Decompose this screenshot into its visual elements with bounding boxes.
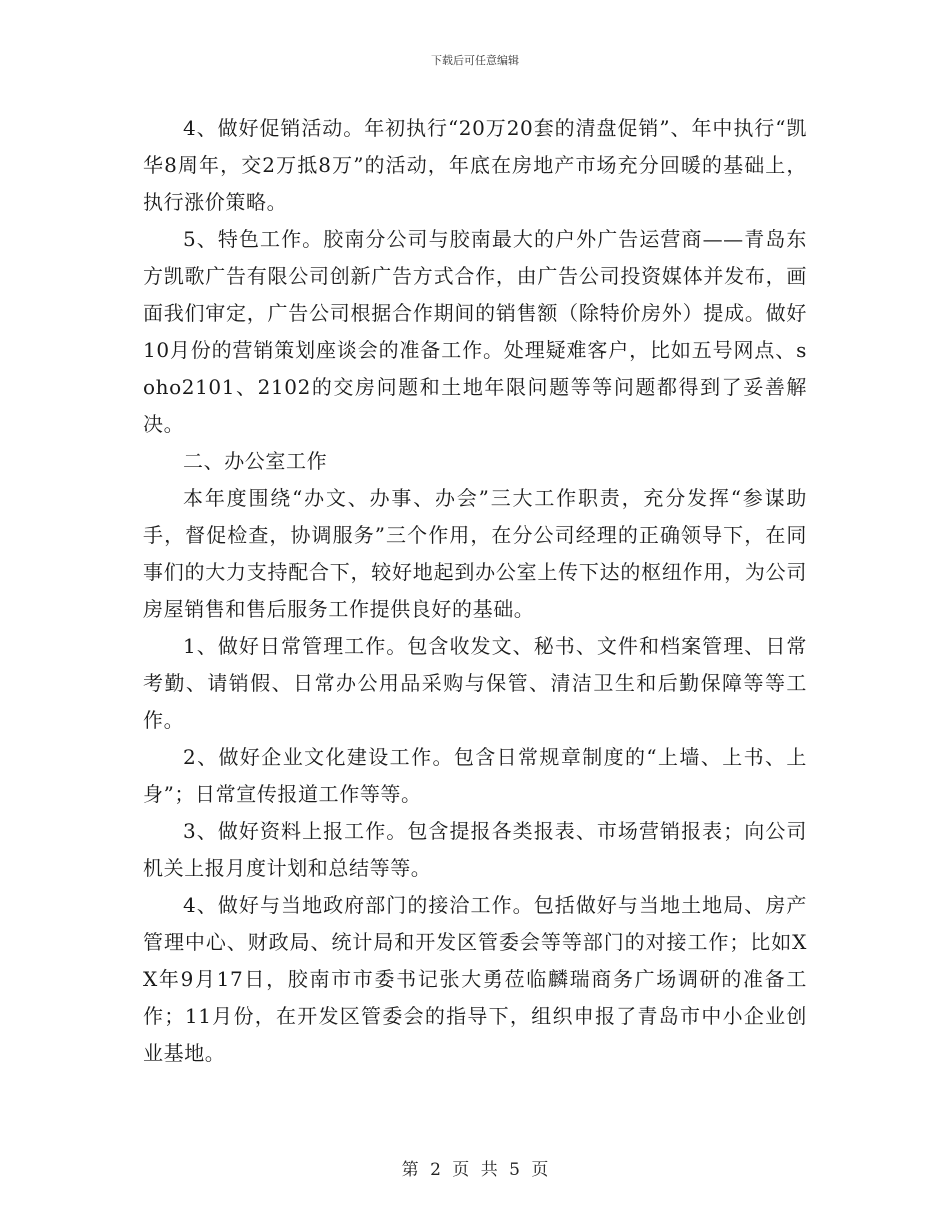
- paragraph-promotion: 4、做好促销活动。年初执行“20万20套的清盘促销”、年中执行“凯华8周年，交2万抵8万”的活动，年底在房地产市场充分回暖的基础上，执行涨价策略。: [143, 116, 807, 214]
- paragraph-government-liaison: 4、做好与当地政府部门的接洽工作。包括做好与当地土地局、房产管理中心、财政局、统计局和开发区管委会等等部门的对接工作；比如XX年9月17日，胶南市市委书记张大勇莅临麟瑞商务广场调研的准备工作；11月份，在开发区管委会的指导下，组织申报了青岛市中小企业创业基地。: [143, 893, 807, 1065]
- paragraph-corporate-culture: 2、做好企业文化建设工作。包含日常规章制度的“上墙、上书、上身”；日常宣传报道工作等等。: [143, 745, 807, 806]
- paragraph-data-reporting: 3、做好资料上报工作。包含提报各类报表、市场营销报表；向公司机关上报月度计划和总结等等。: [143, 819, 807, 880]
- section-heading-office-work: 二、办公室工作: [183, 449, 328, 473]
- header-note: 下载后可任意编辑: [431, 54, 519, 67]
- page-number: 第 2 页 共 5 页: [401, 1160, 549, 1180]
- document-body: [143, 110, 807, 1072]
- paragraph-special-work: 5、特色工作。胶南分公司与胶南最大的户外广告运营商——青岛东方凯歌广告有限公司创新广告方式合作，由广告公司投资媒体并发布，画面我们审定，广告公司根据合作期间的销售额（除特价房外）提成。做好10月份的营销策划座谈会的准备工作。处理疑难客户，比如五号网点、soho2101、2102的交房问题和土地年限问题等等问题都得到了妥善解决。: [143, 227, 807, 436]
- paragraph-daily-management: 1、做好日常管理工作。包含收发文、秘书、文件和档案管理、日常考勤、请销假、日常办公用品采购与保管、清洁卫生和后勤保障等等工作。: [143, 634, 807, 732]
- paragraph-office-overview: 本年度围绕“办文、办事、办会”三大工作职责，充分发挥“参谋助手，督促检查，协调服务”三个作用，在分公司经理的正确领导下，在同事们的大力支持配合下，较好地起到办公室上传下达的枢纽作用，为公司房屋销售和售后服务工作提供良好的基础。: [143, 486, 807, 621]
